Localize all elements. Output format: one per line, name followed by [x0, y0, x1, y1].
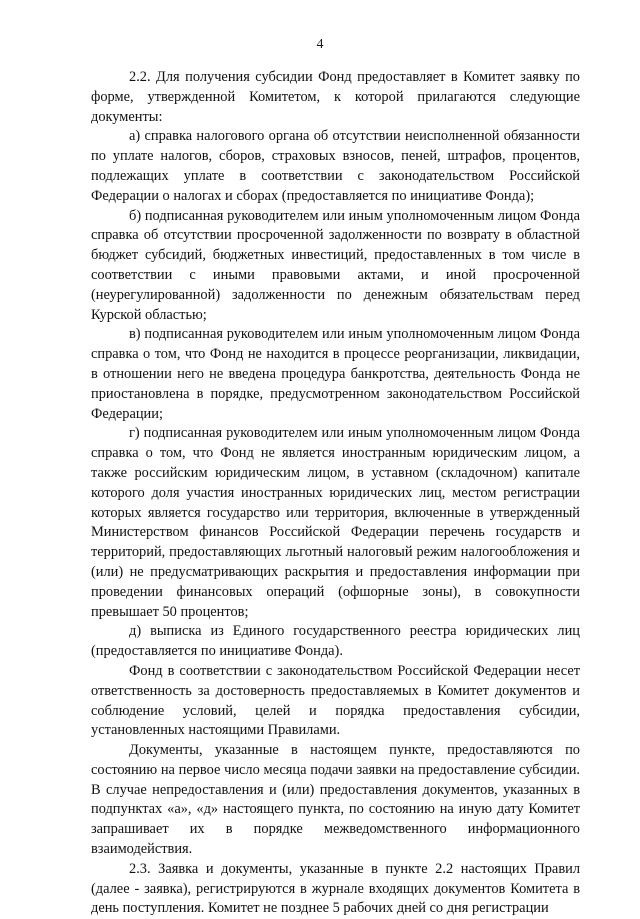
page-number: 4	[316, 37, 324, 52]
paragraph-item-d: д) выписка из Единого государственного реестра юридических лиц (предоставляется по инициативе Фонда).	[91, 623, 580, 660]
paragraph-2-3: 2.3. Заявка и документы, указанные в пункте 2.2 настоящих Правил (далее - заявка), регистрируются в журнале входящих документов Комитета в день поступления. Комитет не позднее 5 рабочих дней со дня регистрации	[91, 860, 580, 917]
paragraph-responsibility: Фонд в соответствии с законодательством Российской Федерации несет ответственность за достоверность предоставляемых в Комитет документов и соблюдение условий, целей и порядка предоставления субсидии, установленных настоящими Правилами.	[91, 662, 580, 739]
paragraph-documents-date: Документы, указанные в настоящем пункте, предоставляются по состоянию на первое число месяца подачи заявки на предоставление субсидии. В случае непредоставления и (или) предоставления документов, указанных в подпунктах «а», «д» настоящего пункта, по состоянию на иную дату Комитет запрашивает их в порядке межведомственного информационного взаимодействия.	[91, 742, 580, 858]
paragraph-item-b: б) подписанная руководителем или иным уполномоченным лицом Фонда справка об отсутствии просроченной задолженности по возврату в областной бюджет субсидий, бюджетных инвестиций, предоставленных в том числе в соответствии с иными правовыми актами, и иной просроченной (неурегулированной) задолженности по денежным обязательствам перед Курской областью;	[91, 207, 580, 323]
document-body	[91, 68, 580, 919]
paragraph-item-g: г) подписанная руководителем или иным уполномоченным лицом Фонда справка о том, что Фонд не является иностранным юридическим лицом, а также российским юридическим лицом, в уставном (складочном) капитале которого доля участия иностранных юридических лиц, местом регистрации которых является государство или территория, включенные в утвержденный Министерством финансов Российской Федерации перечень государств и территорий, предоставляющих льготный налоговый режим налогообложения и (или) не предусматривающих раскрытия и предоставления информации при проведении финансовых операций (офшорные зоны), в совокупности превышает 50 процентов;	[91, 425, 580, 620]
paragraph-2-2-intro: 2.2. Для получения субсидии Фонд предоставляет в Комитет заявку по форме, утвержденной Комитетом, к которой прилагаются следующие документы:	[91, 69, 580, 125]
paragraph-item-v: в) подписанная руководителем или иным уполномоченным лицом Фонда справка о том, что Фонд не находится в процессе реорганизации, ликвидации, в отношении него не введена процедура банкротства, деятельность Фонда не приостановлена в порядке, предусмотренном законодательством Российской Федерации;	[91, 326, 580, 422]
paragraph-item-a: а) справка налогового органа об отсутствии неисполненной обязанности по уплате налогов, сборов, страховых взносов, пеней, штрафов, процентов, подлежащих уплате в соответствии с законодательством Российской Федерации о налогах и сборах (предоставляется по инициативе Фонда);	[91, 128, 580, 204]
